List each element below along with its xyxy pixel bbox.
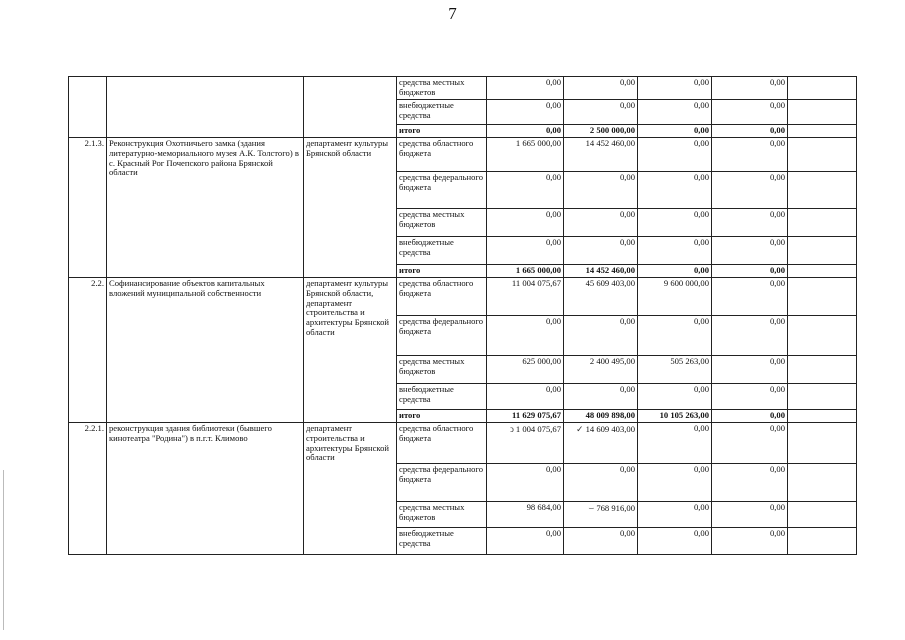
amount-cell bbox=[564, 422, 638, 463]
empty-cell bbox=[788, 208, 857, 236]
amount-cell bbox=[638, 124, 712, 137]
amount-value: 0,00 bbox=[693, 208, 709, 219]
amount-value: 0,00 bbox=[619, 208, 635, 219]
amount-cell bbox=[564, 277, 638, 315]
amount-cell bbox=[564, 171, 638, 208]
item-executor: департамент культуры Брянской области bbox=[304, 137, 397, 277]
amount-value: 0,00 bbox=[619, 527, 635, 538]
amount-cell bbox=[564, 501, 638, 527]
amount-cell bbox=[638, 99, 712, 124]
amount-cell bbox=[487, 236, 564, 264]
amount-cell bbox=[487, 315, 564, 355]
table-row bbox=[69, 77, 857, 100]
amount-value: 0,00 bbox=[545, 463, 561, 474]
funding-source: средства местных бюджетов bbox=[397, 355, 487, 383]
scan-edge-line bbox=[3, 470, 4, 630]
amount-value: 0,00 bbox=[693, 463, 709, 474]
amount-cell bbox=[564, 208, 638, 236]
amount-cell bbox=[564, 99, 638, 124]
amount-value: 14 452 460,00 bbox=[585, 137, 635, 148]
item-name: Реконструкция Охотничьего замка (здания литературно-мемориального музея А.К. Толстого) в с. Красный Рог Почепского района Брянской области bbox=[107, 137, 304, 277]
handwritten-check-mark: ✓ bbox=[576, 423, 584, 434]
empty-cell bbox=[788, 236, 857, 264]
empty-cell bbox=[788, 137, 857, 171]
empty-cell bbox=[788, 422, 857, 463]
amount-value: 0,00 bbox=[693, 501, 709, 512]
handwritten-check-mark: ⌣ bbox=[588, 502, 595, 513]
amount-value: 0,00 bbox=[769, 277, 785, 288]
funding-source: итого bbox=[397, 409, 487, 422]
funding-source: средства федерального бюджета bbox=[397, 315, 487, 355]
amount-cell bbox=[712, 171, 788, 208]
funding-source: средства федерального бюджета bbox=[397, 171, 487, 208]
amount-cell bbox=[487, 137, 564, 171]
amount-value: 0,00 bbox=[693, 171, 709, 182]
amount-cell bbox=[712, 124, 788, 137]
amount-value: 14 452 460,00 bbox=[585, 264, 635, 275]
funding-source: средства федерального бюджета bbox=[397, 463, 487, 501]
amount-cell bbox=[638, 501, 712, 527]
empty-cell bbox=[788, 264, 857, 277]
item-executor: департамент строительства и архитектуры Брянской области bbox=[304, 422, 397, 554]
funding-source: внебюджетные средства bbox=[397, 383, 487, 409]
item-number: 2.1.3. bbox=[69, 137, 107, 277]
amount-cell bbox=[564, 137, 638, 171]
amount-cell bbox=[638, 264, 712, 277]
empty-cell bbox=[788, 124, 857, 137]
empty-cell bbox=[788, 463, 857, 501]
amount-value: 0,00 bbox=[545, 124, 561, 135]
amount-cell bbox=[638, 383, 712, 409]
funding-source: внебюджетные средства bbox=[397, 236, 487, 264]
funding-source: итого bbox=[397, 264, 487, 277]
amount-cell bbox=[487, 409, 564, 422]
amount-value: 1 004 075,67 bbox=[515, 423, 561, 434]
amount-value: 0,00 bbox=[769, 355, 785, 366]
amount-cell bbox=[712, 236, 788, 264]
amount-value: 11 004 075,67 bbox=[511, 277, 561, 288]
amount-value: 0,00 bbox=[693, 264, 709, 275]
amount-value: 0,00 bbox=[545, 383, 561, 394]
amount-value: 0,00 bbox=[769, 409, 785, 420]
amount-cell bbox=[638, 208, 712, 236]
table-row bbox=[69, 277, 857, 315]
amount-value: 9 600 000,00 bbox=[663, 277, 709, 288]
empty-cell bbox=[788, 383, 857, 409]
empty-cell bbox=[788, 527, 857, 554]
amount-cell bbox=[487, 264, 564, 277]
empty-cell bbox=[788, 77, 857, 100]
amount-cell bbox=[487, 171, 564, 208]
amount-cell bbox=[638, 171, 712, 208]
item-executor bbox=[304, 77, 397, 138]
empty-cell bbox=[788, 171, 857, 208]
funding-source: средства местных бюджетов bbox=[397, 208, 487, 236]
amount-cell bbox=[638, 527, 712, 554]
amount-value: 0,00 bbox=[769, 137, 785, 148]
empty-cell bbox=[788, 409, 857, 422]
amount-cell bbox=[564, 355, 638, 383]
page-number: 7 bbox=[448, 4, 457, 23]
amount-cell bbox=[564, 409, 638, 422]
budget-table bbox=[68, 76, 857, 555]
amount-value: 0,00 bbox=[769, 527, 785, 538]
amount-cell bbox=[712, 501, 788, 527]
amount-value: 0,00 bbox=[769, 264, 785, 275]
amount-value: 11 629 075,67 bbox=[512, 409, 561, 420]
amount-value: 10 105 263,00 bbox=[659, 409, 709, 420]
amount-cell bbox=[487, 124, 564, 137]
amount-value: 0,00 bbox=[545, 527, 561, 538]
amount-cell bbox=[638, 137, 712, 171]
amount-value: 0,00 bbox=[545, 77, 561, 87]
amount-value: 768 916,00 bbox=[596, 502, 635, 513]
amount-value: 0,00 bbox=[769, 171, 785, 182]
amount-value: 0,00 bbox=[619, 171, 635, 182]
amount-cell bbox=[712, 208, 788, 236]
amount-value: 2 500 000,00 bbox=[589, 124, 635, 135]
empty-cell bbox=[788, 315, 857, 355]
amount-cell bbox=[564, 383, 638, 409]
amount-cell bbox=[487, 355, 564, 383]
amount-cell bbox=[487, 383, 564, 409]
amount-value: 14 609 403,00 bbox=[585, 423, 635, 434]
amount-cell bbox=[564, 264, 638, 277]
amount-value: 0,00 bbox=[545, 99, 561, 110]
amount-value: 0,00 bbox=[693, 124, 709, 135]
amount-value: 505 263,00 bbox=[670, 355, 709, 366]
amount-cell bbox=[487, 501, 564, 527]
amount-value: 2 400 495,00 bbox=[589, 355, 635, 366]
funding-source: средства областного бюджета bbox=[397, 422, 487, 463]
funding-source: внебюджетные средства bbox=[397, 527, 487, 554]
amount-value: 0,00 bbox=[769, 99, 785, 110]
amount-value: 0,00 bbox=[693, 422, 709, 433]
amount-value: 0,00 bbox=[769, 208, 785, 219]
amount-cell bbox=[564, 124, 638, 137]
amount-value: 98 684,00 bbox=[526, 501, 561, 512]
amount-cell bbox=[564, 77, 638, 100]
amount-value: 45 609 403,00 bbox=[585, 277, 635, 288]
amount-cell bbox=[712, 422, 788, 463]
amount-cell bbox=[638, 77, 712, 100]
amount-cell bbox=[638, 409, 712, 422]
amount-value: 0,00 bbox=[769, 383, 785, 394]
amount-value: 0,00 bbox=[769, 463, 785, 474]
amount-cell bbox=[712, 277, 788, 315]
empty-cell bbox=[788, 355, 857, 383]
item-number bbox=[69, 77, 107, 138]
amount-value: 0,00 bbox=[619, 236, 635, 247]
item-number: 2.2. bbox=[69, 277, 107, 422]
amount-value: 0,00 bbox=[769, 236, 785, 247]
empty-cell bbox=[788, 501, 857, 527]
table-row bbox=[69, 137, 857, 171]
amount-value: 0,00 bbox=[619, 315, 635, 326]
amount-cell bbox=[638, 355, 712, 383]
funding-source: итого bbox=[397, 124, 487, 137]
funding-source: средства местных бюджетов bbox=[397, 77, 487, 100]
table-body bbox=[69, 77, 857, 555]
item-name bbox=[107, 77, 304, 138]
amount-value: 0,00 bbox=[769, 315, 785, 326]
amount-cell bbox=[638, 463, 712, 501]
amount-cell bbox=[638, 315, 712, 355]
amount-value: 0,00 bbox=[693, 236, 709, 247]
amount-value: 0,00 bbox=[545, 171, 561, 182]
amount-cell bbox=[712, 137, 788, 171]
amount-cell bbox=[487, 277, 564, 315]
amount-value: 0,00 bbox=[545, 236, 561, 247]
amount-cell bbox=[638, 277, 712, 315]
item-name: Софинансирование объектов капитальных вложений муниципальной собственности bbox=[107, 277, 304, 422]
amount-value: 0,00 bbox=[619, 77, 635, 87]
amount-value: 0,00 bbox=[769, 422, 785, 433]
amount-cell bbox=[712, 315, 788, 355]
amount-cell bbox=[564, 527, 638, 554]
amount-value: 0,00 bbox=[545, 315, 561, 326]
empty-cell bbox=[788, 277, 857, 315]
amount-cell bbox=[712, 77, 788, 100]
amount-cell bbox=[487, 99, 564, 124]
amount-value: 48 009 898,00 bbox=[585, 409, 635, 420]
amount-cell bbox=[712, 99, 788, 124]
amount-value: 0,00 bbox=[693, 137, 709, 148]
amount-value: 0,00 bbox=[619, 463, 635, 474]
amount-cell bbox=[487, 463, 564, 501]
amount-cell bbox=[564, 463, 638, 501]
amount-value: 0,00 bbox=[693, 383, 709, 394]
amount-value: 0,00 bbox=[693, 315, 709, 326]
item-name: реконструкция здания библиотеки (бывшего кинотеатра "Родина") в п.г.т. Климово bbox=[107, 422, 304, 554]
amount-value: 0,00 bbox=[769, 124, 785, 135]
amount-cell bbox=[712, 409, 788, 422]
amount-value: 0,00 bbox=[769, 77, 785, 87]
amount-cell bbox=[712, 463, 788, 501]
amount-cell bbox=[638, 236, 712, 264]
amount-value: 0,00 bbox=[769, 501, 785, 512]
amount-cell bbox=[712, 527, 788, 554]
amount-cell bbox=[564, 236, 638, 264]
amount-value: 0,00 bbox=[693, 527, 709, 538]
amount-cell bbox=[564, 315, 638, 355]
amount-value: 0,00 bbox=[619, 99, 635, 110]
amount-value: 0,00 bbox=[693, 99, 709, 110]
amount-value: 0,00 bbox=[545, 208, 561, 219]
amount-cell bbox=[712, 355, 788, 383]
amount-cell bbox=[487, 77, 564, 100]
amount-cell bbox=[487, 208, 564, 236]
amount-value: 0,00 bbox=[693, 77, 709, 87]
amount-cell bbox=[487, 422, 564, 463]
handwritten-check-mark: ↄ bbox=[509, 423, 514, 434]
item-number: 2.2.1. bbox=[69, 422, 107, 554]
amount-cell bbox=[712, 264, 788, 277]
funding-source: средства областного бюджета bbox=[397, 137, 487, 171]
funding-source: средства местных бюджетов bbox=[397, 501, 487, 527]
item-executor: департамент культуры Брянской области, департамент строительства и архитектуры Брянской области bbox=[304, 277, 397, 422]
empty-cell bbox=[788, 99, 857, 124]
amount-value: 1 665 000,00 bbox=[515, 137, 561, 148]
amount-value: 0,00 bbox=[619, 383, 635, 394]
funding-source: средства областного бюджета bbox=[397, 277, 487, 315]
amount-value: 1 665 000,00 bbox=[515, 264, 561, 275]
table-row bbox=[69, 422, 857, 463]
amount-value: 625 000,00 bbox=[522, 355, 561, 366]
funding-source: внебюджетные средства bbox=[397, 99, 487, 124]
amount-cell bbox=[487, 527, 564, 554]
amount-cell bbox=[638, 422, 712, 463]
amount-cell bbox=[712, 383, 788, 409]
